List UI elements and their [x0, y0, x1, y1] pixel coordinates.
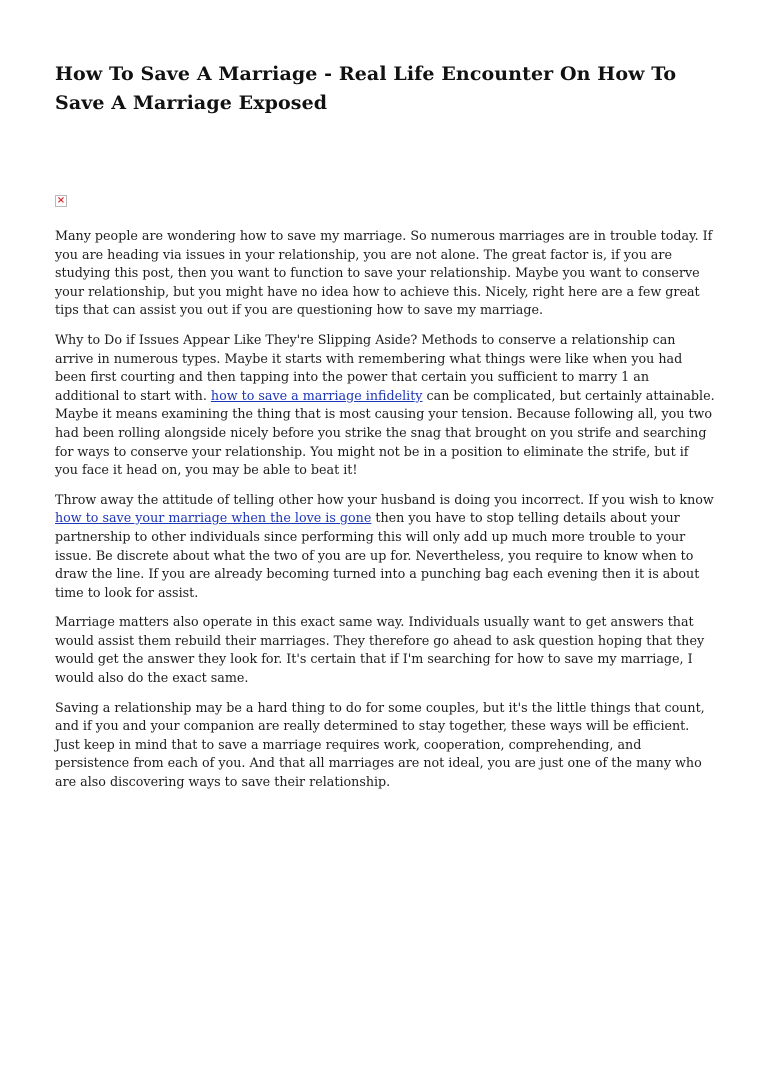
document-title: How To Save A Marriage - Real Life Encounter On How To Save A Marriage Exposed: [55, 63, 677, 114]
link-love-is-gone[interactable]: how to save your marriage when the love is gone: [55, 510, 372, 526]
document-page: [55, 60, 715, 792]
paragraph-2: [55, 331, 715, 480]
paragraph-3-text-before: Throw away the attitude of telling other how your husband is doing you incorrect. If you wish to know: [55, 491, 714, 507]
paragraph-3-text-after: then you have to stop telling details about your partnership to other individuals since performing this will only add up much more trouble to your issue. Be discrete about what the two of you are up for. Nevertheless, you require to know when to draw the line. If you are already becoming turned into a punching bag each evening then it is about time to look for assist.: [55, 510, 700, 600]
paragraph-5: Saving a relationship may be a hard thing to do for some couples, but it's the little things that count, and if you and your companion are really determined to stay together, these ways will be efficient. Just keep in mind that to save a marriage requires work, cooperation, comprehending, and persistence from each of you. And that all marriages are not ideal, you are just one of the many who are also discovering ways to save their relationship.: [55, 699, 705, 790]
paragraph-2-text-after: can be complicated, but certainly attainable. Maybe it means examining the thing that is most causing your tension. Because following all, you two had been rolling alongside nicely before you strike the snag that brought on you strife and searching for ways to conserve your relationship. You might not be in a position to eliminate the strife, but if you face it head on, you may be able to beat it!: [55, 387, 715, 478]
broken-image-icon: ×: [56, 195, 66, 206]
paragraph-3: [55, 491, 715, 603]
paragraph-1: Many people are wondering how to save my marriage. So numerous marriages are in trouble today. If you are heading via issues in your relationship, you are not alone. The great factor is, if you are studying this post, then you want to function to save your relationship. Maybe you want to conserve your relationship, but you might have no idea how to achieve this. Nicely, right here are a few great tips that can assist you out if you are questioning how to save my marriage.: [55, 228, 713, 318]
link-marriage-infidelity[interactable]: how to save a marriage infidelity: [210, 387, 423, 403]
paragraph-4: Marriage matters also operate in this exact same way. Individuals usually want to get answers that would assist them rebuild their marriages. They therefore go ahead to ask question hoping that they would get the answer they look for. It's certain that if I'm searching for how to save my marriage, I would also do the exact same.: [55, 614, 705, 686]
paragraph-2-text-before: Why to Do if Issues Appear Like They're Slipping Aside? Methods to conserve a relationship can arrive in numerous types. Maybe it starts with remembering what things were like when you had been first courting and then tapping into the power that certain you sufficient to marry 1 an additional to start with.: [55, 331, 683, 403]
